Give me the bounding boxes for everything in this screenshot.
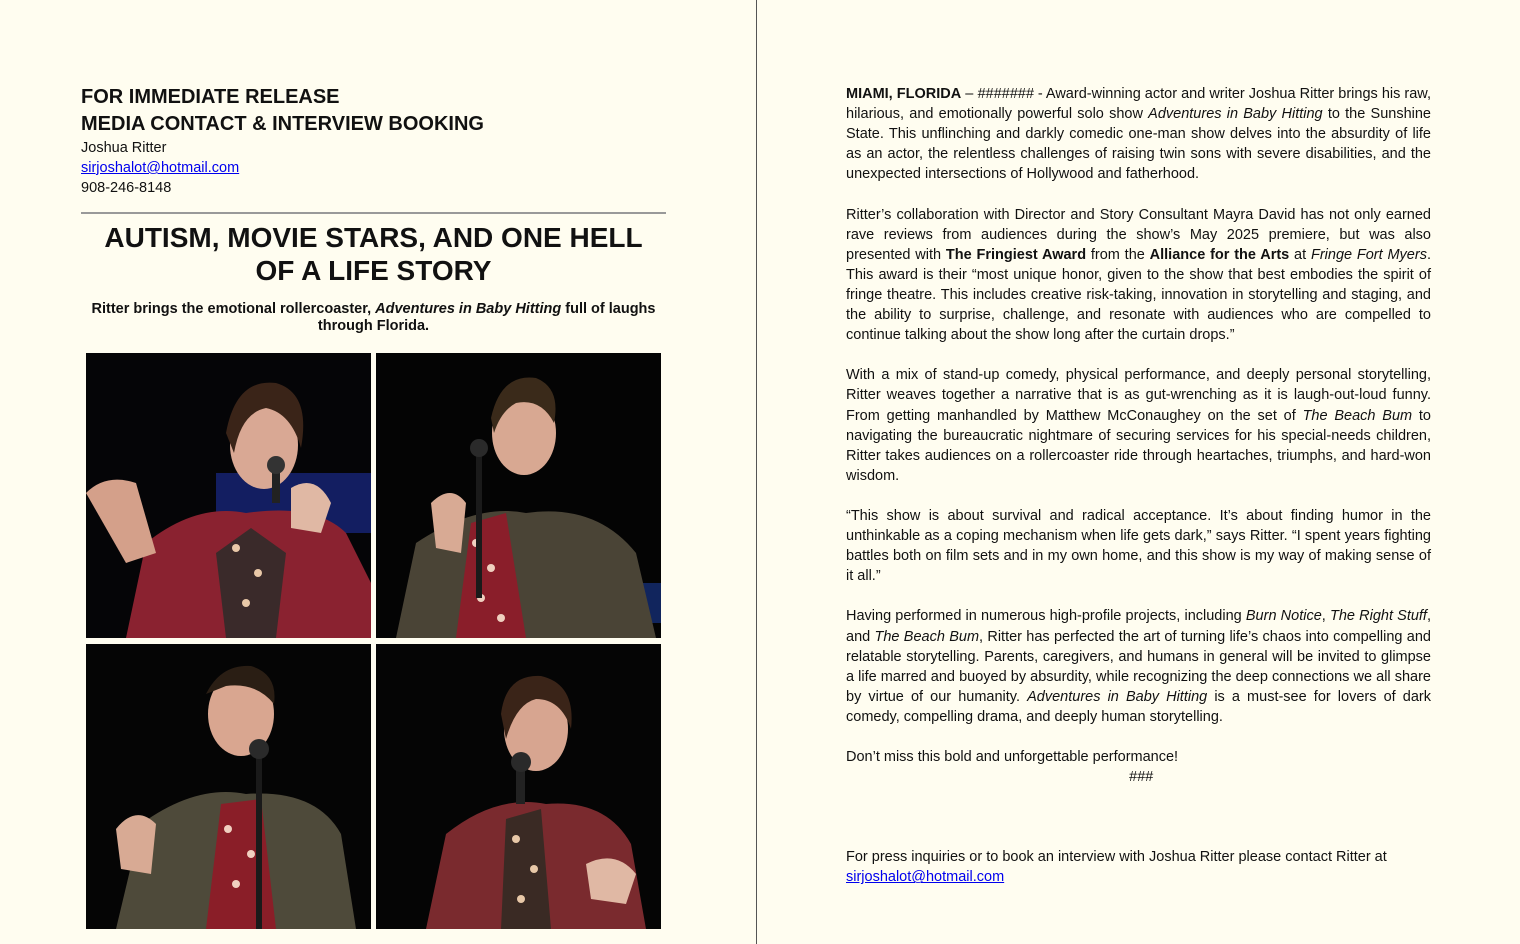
right-page <box>846 84 1431 887</box>
closing-line: Don’t miss this bold and unforgettable performance! <box>846 749 1179 766</box>
left-page <box>81 84 666 334</box>
organization-name: Alliance for the Arts <box>1149 246 1290 263</box>
film-title: The Beach Bum <box>1302 407 1413 424</box>
show-title: Adventures in Baby Hitting <box>1148 106 1323 123</box>
end-mark: ### <box>1128 769 1154 786</box>
header-rule <box>81 212 666 214</box>
performer-photo <box>86 644 371 929</box>
paragraph: MIAMI, FLORIDA – ####### - Award-winning actor and writer Joshua Ritter brings his raw, hilarious, and emotionally powerful solo show Adventures in Baby Hitting to the Sunshine State. This unflinching and darkly comedic one-man show delves into the absurdity of life as an actor, the relentless challenges of raising twin sons with severe disabilities, and the unexpected intersections of Hollywood and fatherhood. <box>846 86 1432 183</box>
paragraph: Having performed in numerous high-profile projects, including Burn Notice, The Right Stuff, and The Beach Bum, Ritter has perfected the art of turning life’s chaos into compelling and relatable storytelling. Parents, caregivers, and humans in general will be invited to glimpse a life marred and buoyed by absurdity, while recognizing the deep connections we all share by virtue of our humanity. Adventures in Baby Hitting is a must-see for lovers of dark comedy, compelling drama, and deeply human storytelling. <box>846 608 1431 725</box>
credit-title: The Beach Bum <box>874 628 980 645</box>
contact-email-link[interactable]: sirjoshalot@hotmail.com <box>81 160 240 176</box>
performer-photo <box>376 353 661 638</box>
credit-title: The Right Stuff <box>1329 608 1427 625</box>
press-email-link[interactable]: sirjoshalot@hotmail.com <box>846 869 1005 886</box>
show-title: Adventures in Baby Hitting <box>375 301 562 317</box>
press-note: For press inquiries or to book an interview with Joshua Ritter please contact Ritter at <box>846 849 1387 866</box>
release-date: ####### <box>977 86 1034 102</box>
performer-photo <box>86 353 371 638</box>
contact-phone: 908-246-8148 <box>81 180 172 196</box>
award-name: The Fringiest Award <box>945 246 1087 263</box>
contact-name: Joshua Ritter <box>81 140 167 156</box>
subheadline: Ritter brings the emotional rollercoaster, Adventures in Baby Hitting full of laughs through Florida. <box>91 301 656 334</box>
show-title: Adventures in Baby Hitting <box>1027 688 1208 705</box>
page-divider <box>756 0 757 944</box>
venue-name: Fringe Fort Myers <box>1310 246 1427 263</box>
photo-grid <box>85 352 662 930</box>
headline: AUTISM, MOVIE STARS, AND ONE HELL OF A LIFE STORY <box>104 222 643 286</box>
quote-paragraph: “This show is about survival and radical acceptance. It’s about finding humor in the unthinkable as a coping mechanism when life gets dark,” says Ritter. “I spent years fighting battles both on film sets and in my own home, and this show is my way of making sense of it all.” <box>846 507 1431 585</box>
release-label: FOR IMMEDIATE RELEASE <box>81 86 340 108</box>
paragraph: Ritter’s collaboration with Director and Story Consultant Mayra David has not only earned rave reviews from audiences during the show’s May 2025 premiere, but was also presented with The Fringiest Award from the Alliance for the Arts at Fringe Fort Myers. This award is their “most unique honor, given to the show that best embodies the spirit of fringe theatre. This includes creative risk-taking, innovation in storytelling and staging, and the ability to surprise, challenge, and resonate with audiences who are compelled to continue talking about the show long after the curtain drops.” <box>846 206 1431 344</box>
performer-photo <box>376 644 661 929</box>
dateline: MIAMI, FLORIDA <box>846 86 962 102</box>
credit-title: Burn Notice <box>1245 608 1322 625</box>
paragraph: With a mix of stand-up comedy, physical performance, and deeply personal storytelling, Ritter weaves together a narrative that is as gut-wrenching as it is laugh-out-loud funny. From getting manhandled by Matthew McConaughey on the set of The Beach Bum to navigating the bureaucratic nightmare of securing services for his special-needs children, Ritter takes audiences on a rollercoaster ride through heartaches, triumphs, and hard-won wisdom. <box>846 367 1431 484</box>
contact-label: MEDIA CONTACT & INTERVIEW BOOKING <box>81 113 484 135</box>
